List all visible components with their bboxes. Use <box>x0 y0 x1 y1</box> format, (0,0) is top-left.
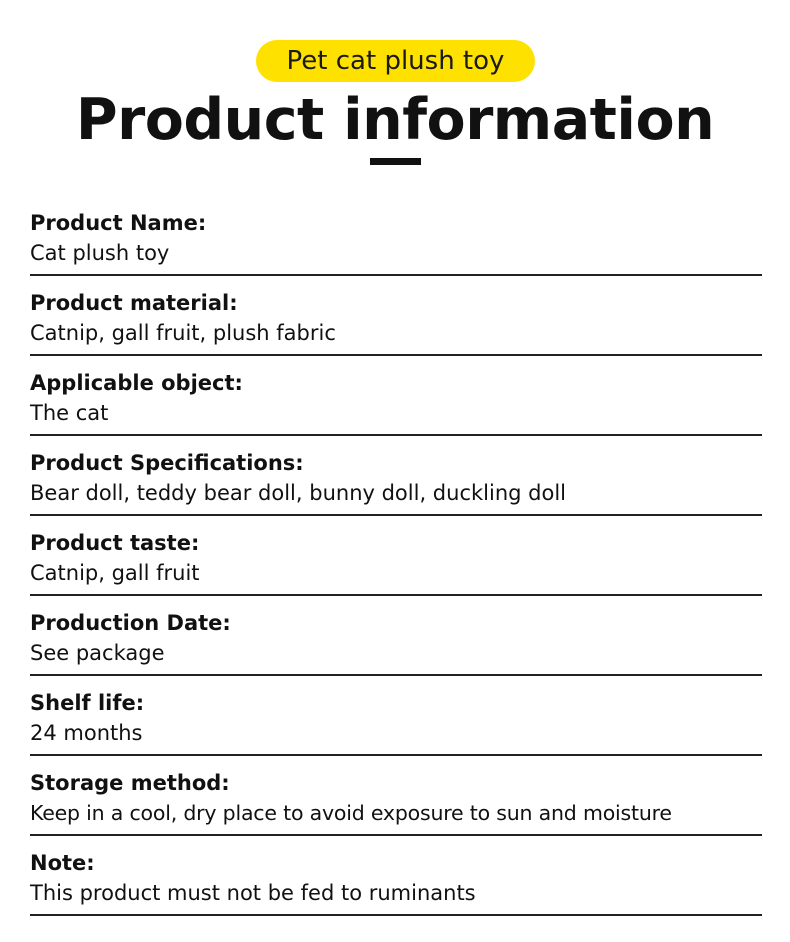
info-label: Storage method: <box>30 771 230 795</box>
info-row-note <box>30 836 762 916</box>
info-row-product-taste <box>30 516 762 596</box>
info-row-storage-method <box>30 756 762 836</box>
info-value: The cat <box>30 401 109 425</box>
product-info-list <box>30 196 762 916</box>
info-value: Bear doll, teddy bear doll, bunny doll, duckling doll <box>30 481 566 505</box>
info-label: Shelf life: <box>30 691 145 715</box>
info-row-product-name <box>30 196 762 276</box>
info-value: Catnip, gall fruit, plush fabric <box>30 321 336 345</box>
info-row-product-specifications <box>30 436 762 516</box>
info-row-product-material <box>30 276 762 356</box>
info-value: 24 months <box>30 721 143 745</box>
product-category-text: Pet cat plush toy <box>286 46 505 76</box>
info-value: Cat plush toy <box>30 241 170 265</box>
info-row-applicable-object <box>30 356 762 436</box>
info-label: Product material: <box>30 291 238 315</box>
page-title: Product information <box>75 87 715 153</box>
info-label: Product Name: <box>30 211 207 235</box>
info-row-shelf-life <box>30 676 762 756</box>
title-underline <box>370 158 421 165</box>
product-category-badge <box>256 40 535 82</box>
info-label: Product taste: <box>30 531 200 555</box>
info-label: Product Specifications: <box>30 451 304 475</box>
info-row-production-date <box>30 596 762 676</box>
info-value: Keep in a cool, dry place to avoid exposure to sun and moisture <box>30 801 672 825</box>
info-label: Applicable object: <box>30 371 243 395</box>
info-label: Note: <box>30 851 95 875</box>
info-value: See package <box>30 641 165 665</box>
info-label: Production Date: <box>30 611 231 635</box>
info-value: This product must not be fed to ruminants <box>30 881 476 905</box>
info-value: Catnip, gall fruit <box>30 561 200 585</box>
